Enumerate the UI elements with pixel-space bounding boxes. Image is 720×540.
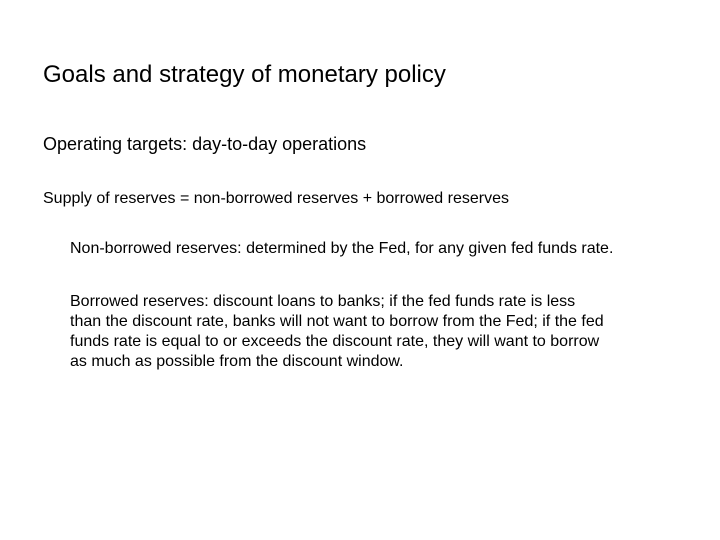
non-borrowed-reserves-text: Non-borrowed reserves: determined by the Fed, for any given fed funds rate. — [70, 240, 614, 257]
operating-targets-text: Operating targets: day-to-day operations — [43, 134, 367, 154]
borrowed-reserves-line: Borrowed reserves: discount loans to banks; if the fed funds rate is less — [70, 293, 576, 310]
supply-of-reserves-text: Supply of reserves = non-borrowed reserves + borrowed reserves — [43, 190, 509, 207]
borrowed-reserves-line: funds rate is equal to or exceeds the discount rate, they will want to borrow — [70, 333, 600, 350]
slide-title: Goals and strategy of monetary policy — [43, 61, 446, 88]
borrowed-reserves-paragraph — [70, 292, 690, 372]
borrowed-reserves-line: than the discount rate, banks will not want to borrow from the Fed; if the fed — [70, 313, 604, 330]
borrowed-reserves-line: as much as possible from the discount window. — [70, 353, 404, 370]
